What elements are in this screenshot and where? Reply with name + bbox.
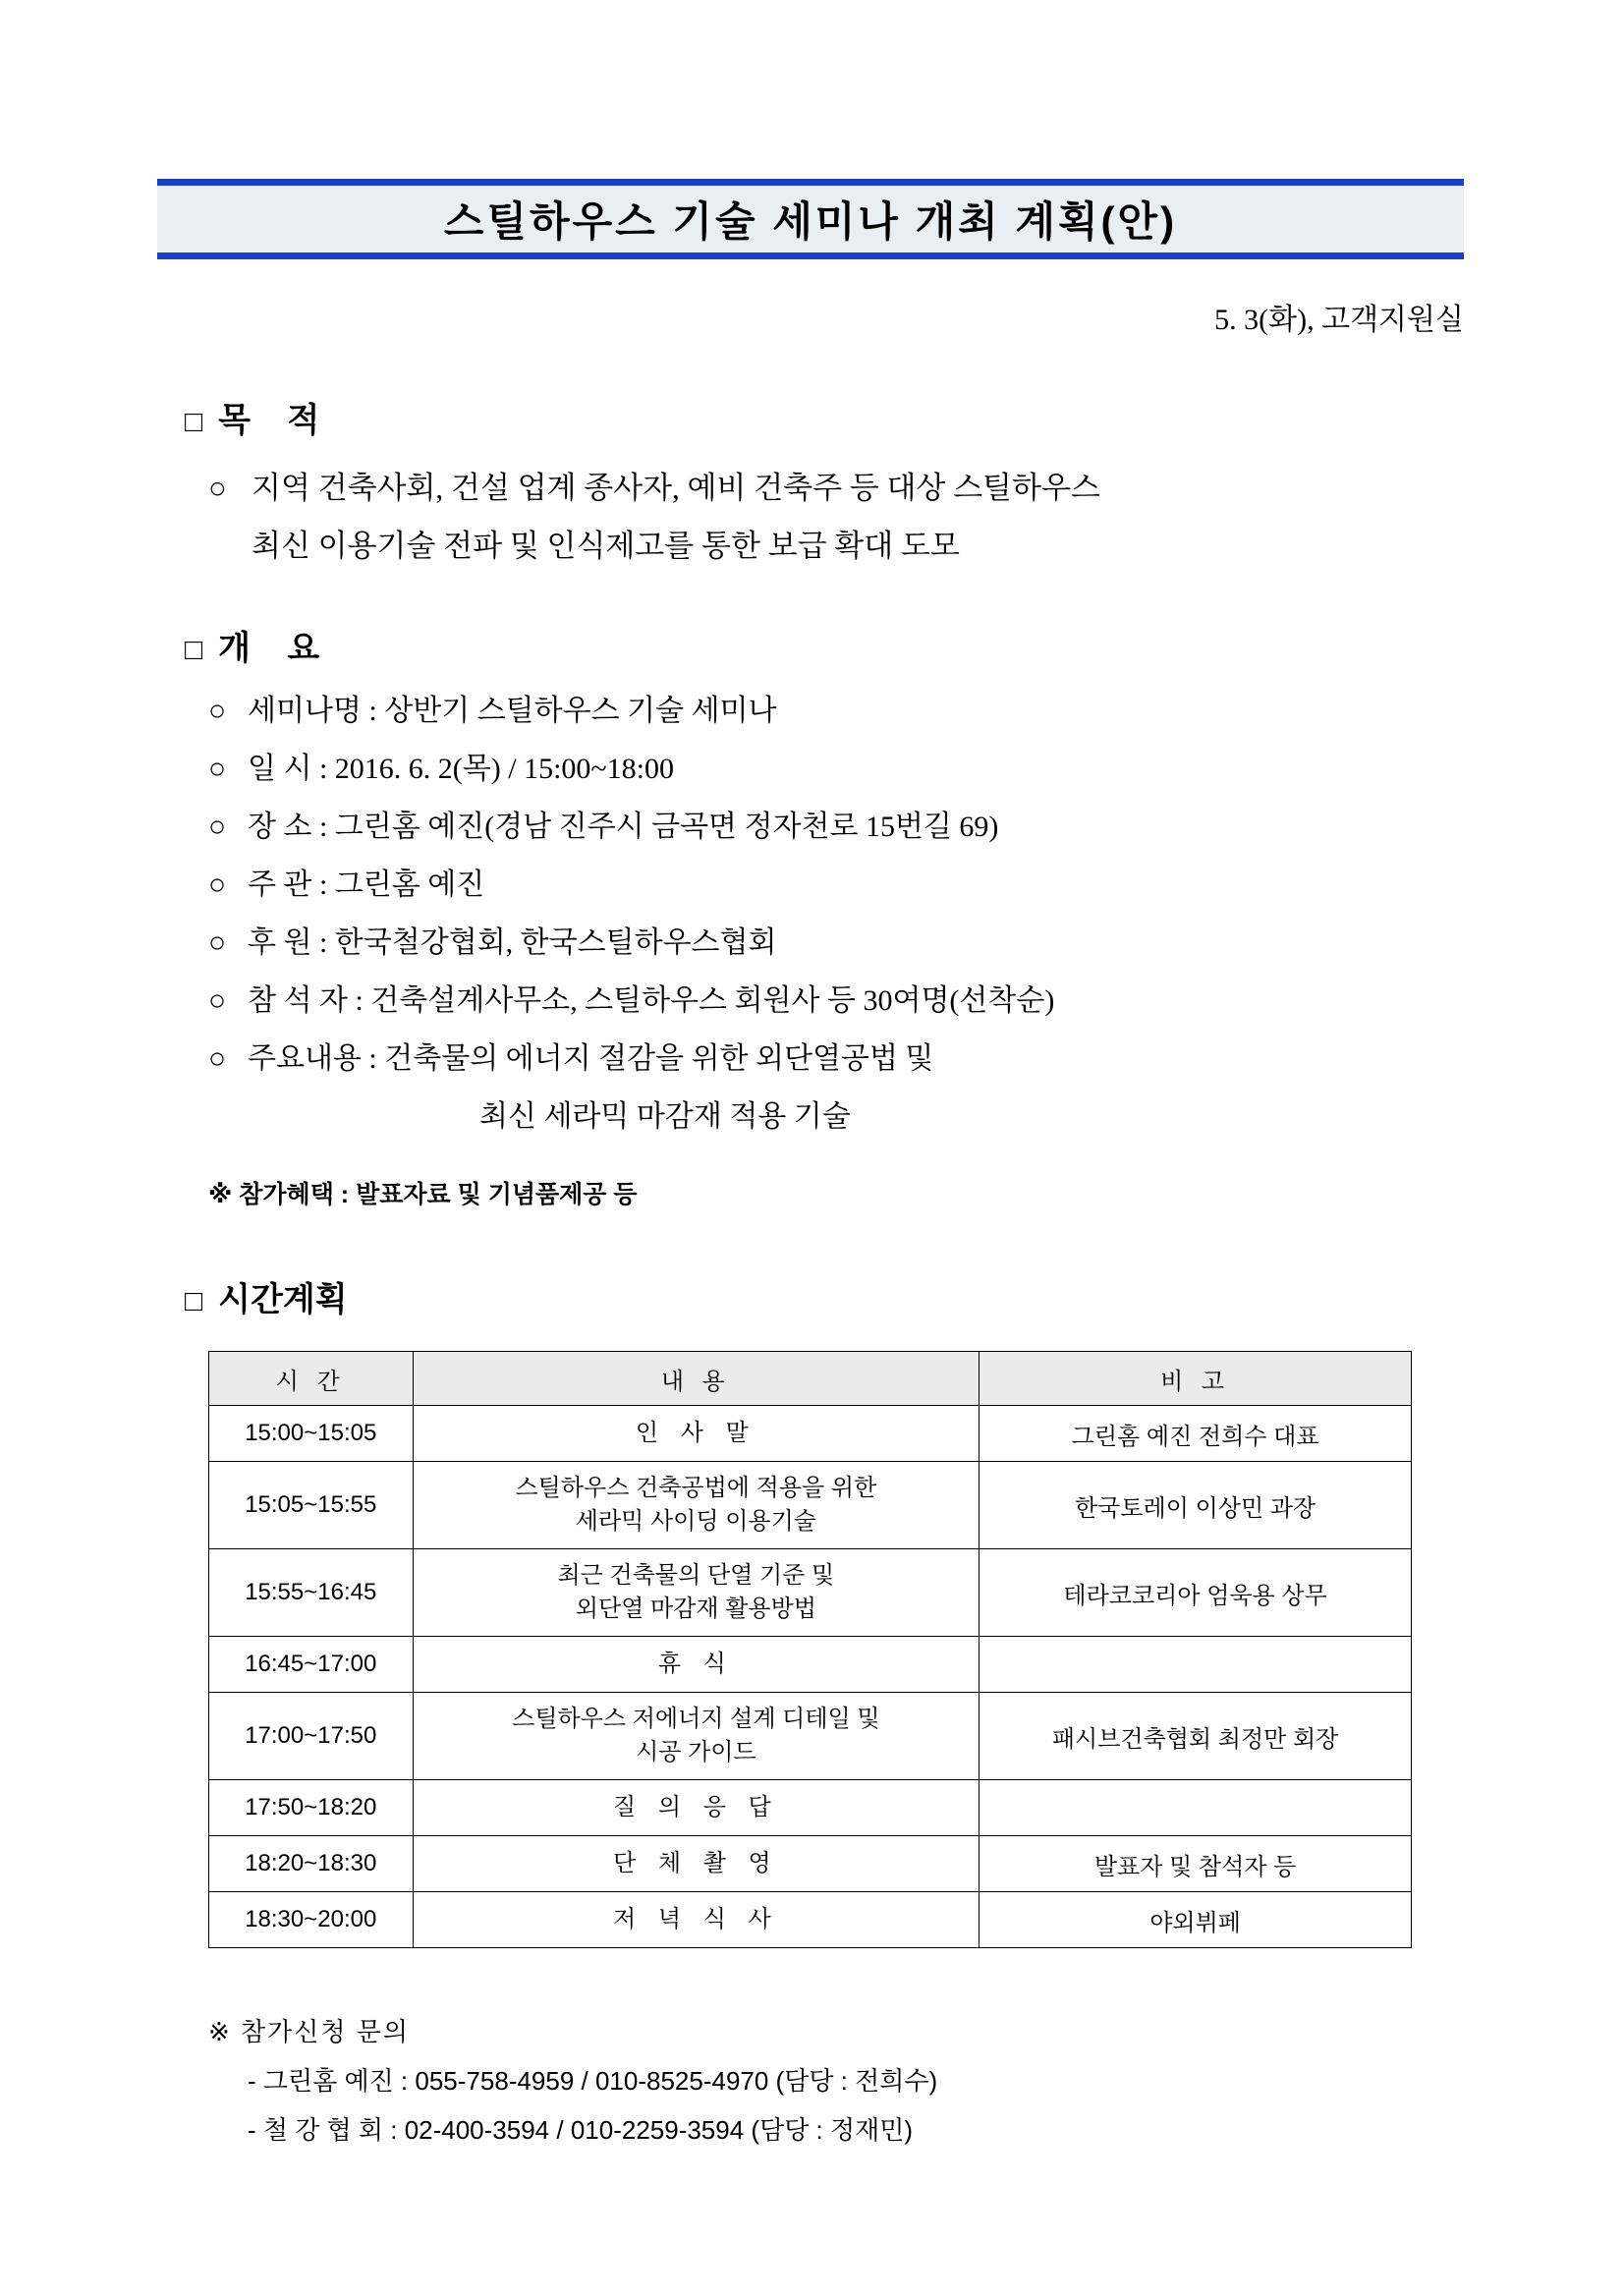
table-header-row — [209, 1352, 1412, 1406]
table-row — [209, 1780, 1412, 1836]
overview-item-content — [208, 1037, 933, 1081]
cell-time: 17:50~18:20 — [209, 1780, 414, 1836]
contact-line-steel-association: - 철 강 협 회 : 02-400-3594 / 010-2259-3594 (담당 : 정재민) — [248, 2115, 913, 2145]
square-bullet-icon: □ — [185, 1285, 203, 1317]
cell-time: 17:00~17:50 — [209, 1693, 414, 1780]
overview-item-value: 건축물의 에너지 절감을 위한 외단열공법 및 — [384, 1042, 934, 1075]
cell-content: 저 녁 식 사 — [413, 1892, 980, 1948]
overview-content-line-2: 최신 세라믹 마감재 적용 기술 — [479, 1100, 851, 1133]
overview-item-value: 상반기 스틸하우스 기술 세미나 — [384, 695, 777, 727]
cell-content: 질 의 응 답 — [413, 1780, 980, 1836]
cell-time: 16:45~17:00 — [209, 1637, 414, 1693]
section-heading-schedule — [185, 1272, 348, 1320]
purpose-line-1 — [208, 462, 1100, 515]
overview-item-venue — [208, 806, 998, 849]
table-row — [209, 1637, 1412, 1693]
circle-bullet-icon: ○ — [208, 811, 227, 843]
document-title-banner — [157, 179, 1464, 259]
contact-heading: ※ 참가신청 문의 — [208, 2017, 410, 2046]
circle-bullet-icon: ○ — [208, 753, 227, 785]
cell-content: 스틸하우스 건축공법에 적용을 위한 세라믹 사이딩 이용기술 — [413, 1462, 980, 1549]
section-heading-overview-label: 개 요 — [218, 630, 334, 667]
cell-remark: 테라코코리아 엄욱용 상무 — [980, 1549, 1412, 1637]
table-row — [209, 1693, 1412, 1780]
cell-remark: 야외뷔페 — [980, 1892, 1412, 1948]
overview-item-label: 참 석 자 : — [248, 984, 364, 1017]
cell-time: 18:20~18:30 — [209, 1836, 414, 1892]
cell-remark — [980, 1637, 1412, 1693]
cell-remark — [980, 1780, 1412, 1836]
overview-item-label: 주 관 : — [248, 868, 328, 901]
table-row — [209, 1836, 1412, 1892]
purpose-line-1-text: 지역 건축사회, 건설 업계 종사자, 예비 건축주 등 대상 스틸하우스 — [252, 471, 1100, 505]
document-subtitle: 5. 3(화), 고객지원실 — [1214, 304, 1464, 336]
page-title: 스틸하우스 기술 세미나 개최 계획(안) — [443, 198, 1178, 245]
contact-line-greenhome: - 그린홈 예진 : 055-758-4959 / 010-8525-4970 (담당 : 전희수) — [248, 2066, 938, 2096]
table-row — [209, 1892, 1412, 1948]
schedule-table — [208, 1351, 1412, 1948]
overview-item-label: 주요내용 : — [248, 1042, 377, 1075]
section-heading-schedule-label: 시간계획 — [218, 1281, 348, 1318]
cell-remark: 그린홈 예진 전희수 대표 — [980, 1406, 1412, 1462]
column-header-remark: 비 고 — [980, 1352, 1412, 1406]
overview-item-attendees — [208, 980, 1054, 1023]
circle-bullet-icon: ○ — [208, 471, 227, 505]
section-heading-overview — [185, 621, 333, 669]
table-row — [209, 1549, 1412, 1637]
overview-item-sponsor — [208, 922, 777, 965]
overview-item-value: 한국철강협회, 한국스틸하우스협회 — [334, 926, 777, 959]
circle-bullet-icon: ○ — [208, 984, 227, 1017]
column-header-content: 내 용 — [413, 1352, 980, 1406]
cell-remark: 발표자 및 참석자 등 — [980, 1836, 1412, 1892]
table-row — [209, 1462, 1412, 1549]
overview-item-value: 건축설계사무소, 스틸하우스 회원사 등 30여명(선착순) — [370, 984, 1055, 1017]
cell-remark: 패시브건축협회 최정만 회장 — [980, 1693, 1412, 1780]
overview-item-value: 2016. 6. 2(목) / 15:00~18:00 — [334, 753, 674, 785]
overview-item-value: 그린홈 예진(경남 진주시 금곡면 정자천로 15번길 69) — [334, 811, 999, 843]
table-row — [209, 1406, 1412, 1462]
column-header-time: 시 간 — [209, 1352, 414, 1406]
overview-item-value: 그린홈 예진 — [334, 868, 485, 901]
cell-content: 휴 식 — [413, 1637, 980, 1693]
cell-content: 최근 건축물의 단열 기준 및 외단열 마감재 활용방법 — [413, 1549, 980, 1637]
cell-time: 15:00~15:05 — [209, 1406, 414, 1462]
overview-item-label: 일 시 : — [248, 753, 328, 785]
overview-item-label: 장 소 : — [248, 811, 328, 843]
square-bullet-icon: □ — [185, 406, 203, 438]
cell-remark: 한국토레이 이상민 과장 — [980, 1462, 1412, 1549]
square-bullet-icon: □ — [185, 634, 203, 666]
overview-item-host — [208, 864, 484, 907]
section-heading-purpose-label: 목 적 — [218, 402, 334, 439]
cell-time: 15:05~15:55 — [209, 1462, 414, 1549]
overview-item-label: 세미나명 : — [248, 695, 377, 727]
circle-bullet-icon: ○ — [208, 868, 227, 901]
cell-time: 18:30~20:00 — [209, 1892, 414, 1948]
section-heading-purpose — [185, 393, 333, 441]
overview-item-label: 후 원 : — [248, 926, 328, 959]
benefit-note: ※ 참가혜택 : 발표자료 및 기념품제공 등 — [208, 1181, 638, 1208]
circle-bullet-icon: ○ — [208, 1042, 227, 1075]
circle-bullet-icon: ○ — [208, 926, 227, 959]
cell-content: 스틸하우스 저에너지 설계 디테일 및 시공 가이드 — [413, 1693, 980, 1780]
overview-item-seminar-name — [208, 690, 777, 733]
overview-item-datetime — [208, 748, 674, 791]
purpose-line-2: 최신 이용기술 전파 및 인식제고를 통한 보급 확대 도모 — [252, 529, 960, 563]
cell-content: 인 사 말 — [413, 1406, 980, 1462]
cell-time: 15:55~16:45 — [209, 1549, 414, 1637]
circle-bullet-icon: ○ — [208, 695, 227, 727]
cell-content: 단 체 촬 영 — [413, 1836, 980, 1892]
